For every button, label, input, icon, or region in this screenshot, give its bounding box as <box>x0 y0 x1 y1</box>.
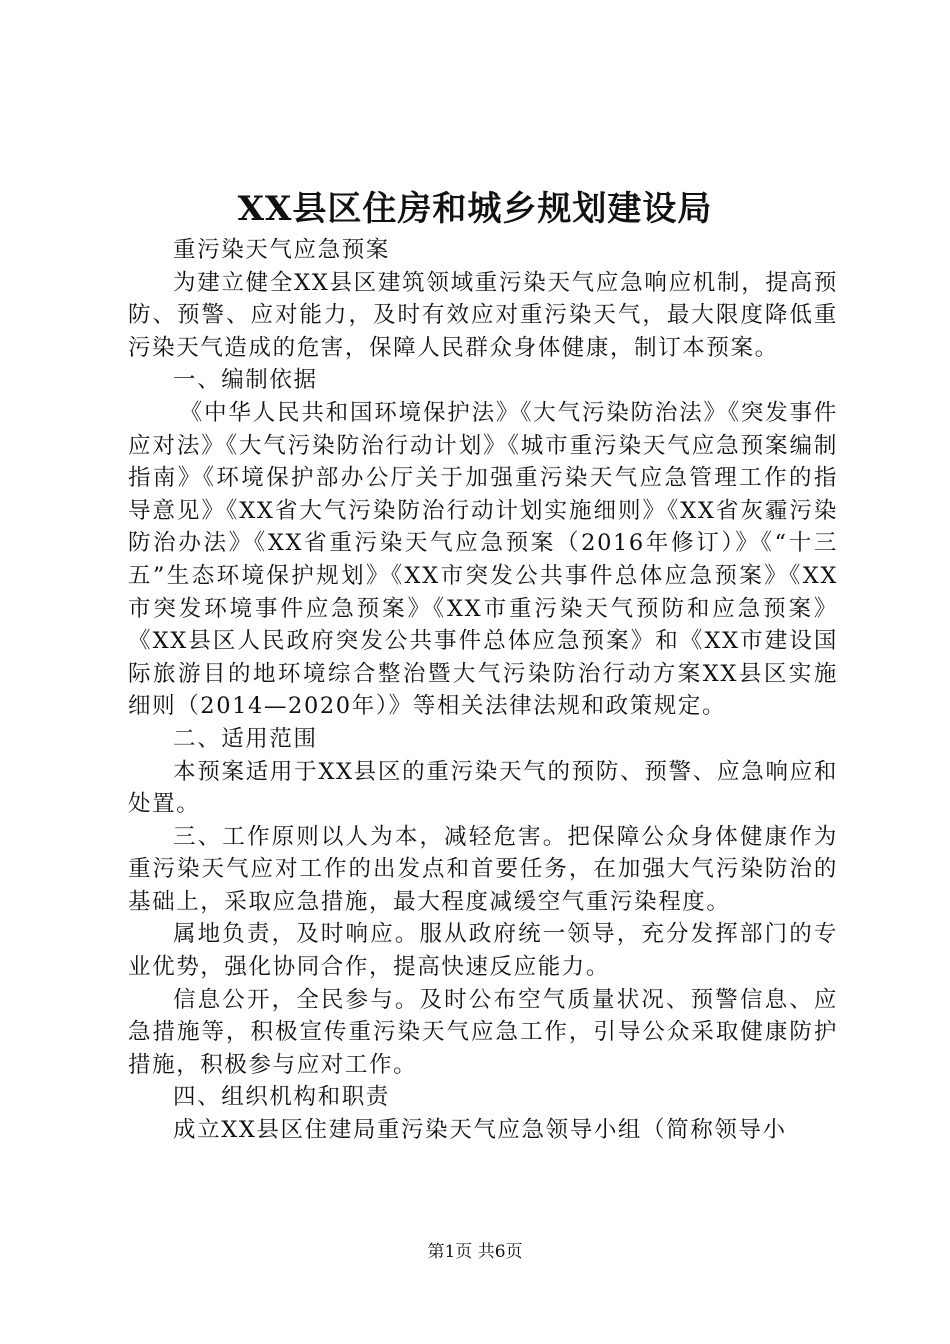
scope-paragraph: 本预案适用于XX县区的重污染天气的预防、预警、应急响应和处置。 <box>128 758 838 818</box>
plan-name-heading: 重污染天气应急预案 <box>173 237 390 263</box>
document-body <box>128 234 838 1147</box>
principles-paragraph: 三、工作原则以人为本，减轻危害。把保障公众身体健康作为重污染天气应对工作的出发点和首要任务，在加强大气污染防治的基础上，采取应急措施，最大程度减缓空气重污染程度。 <box>128 823 838 915</box>
territorial-paragraph: 属地负责，及时响应。服从政府统一领导，充分发挥部门的专业优势，强化协同合作，提高快速反应能力。 <box>128 921 838 981</box>
document-title: XX县区住房和城乡规划建设局 <box>237 189 713 229</box>
basis-paragraph: 《中华人民共和国环境保护法》《大气污染防治法》《突发事件应对法》《大气污染防治行动计划》《城市重污染天气应急预案编制指南》《环境保护部办公厅关于加强重污染天气应急管理工作的指导意见》《XX省大气污染防治行动计划实施细则》《XX省灰霾污染防治办法》《XX省重污染天气应急预案（2016年修订）》《“十三五”生态环境保护规划》《XX市突发公共事件总体应急预案》《XX市突发环境事件应急预案》《XX市重污染天气预防和应急预案》《XX县区人民政府突发公共事件总体应急预案》和《XX市建设国际旅游目的地环境综合整治暨大气污染防治行动方案XX县区实施细则（2014—2020年）》等相关法律法规和政策规定。 <box>128 399 838 720</box>
section-heading-scope: 二、适用范围 <box>173 725 318 752</box>
disclosure-paragraph: 信息公开，全民参与。及时公布空气质量状况、预警信息、应急措施等，积极宣传重污染天气应急工作，引导公众采取健康防护措施，积极参与应对工作。 <box>128 986 838 1078</box>
page-footer: 第1页 共6页 <box>427 1242 523 1262</box>
section-heading-basis: 一、编制依据 <box>173 367 318 394</box>
organization-paragraph: 成立XX县区住建局重污染天气应急领导小组（简称领导小 <box>173 1117 787 1144</box>
intro-paragraph: 为建立健全XX县区建筑领域重污染天气应急响应机制，提高预防、预警、应对能力，及时有效应对重污染天气，最大限度降低重污染天气造成的危害，保障人民群众身体健康，制订本预案。 <box>128 269 838 361</box>
section-heading-organization: 四、组织机构和职责 <box>173 1084 390 1111</box>
